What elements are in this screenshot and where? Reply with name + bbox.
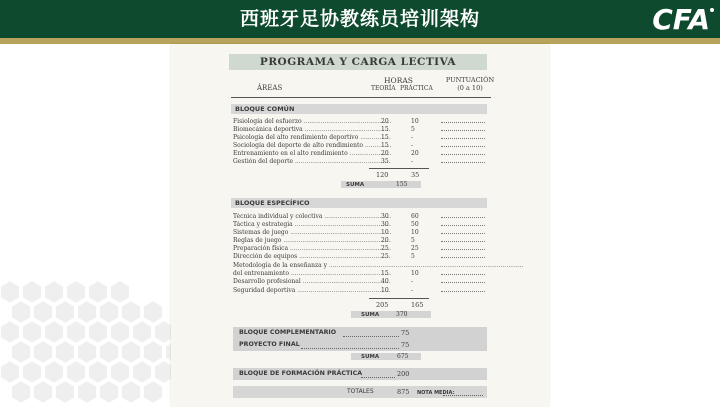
row-teoria: 30: [381, 221, 389, 228]
row-area: Psicología del alto rendimiento deportivo .....: [233, 134, 391, 142]
row-area: Seguridad deportiva .....: [233, 287, 391, 295]
row-practica: 5: [411, 253, 415, 260]
row-teoria: 25: [381, 253, 389, 260]
row-practica: -: [411, 158, 414, 165]
row-score-line: [441, 241, 485, 242]
row-practica: 5: [411, 237, 415, 244]
subtotal-practica: 35: [411, 171, 420, 179]
row-score-line: [441, 146, 485, 147]
row-area: Metodología de la enseñanza y .....: [233, 262, 391, 270]
subtotal-practica: 165: [411, 301, 424, 309]
complementario-value: 75: [401, 329, 410, 337]
row-teoria: 15: [381, 142, 389, 149]
row-area: Técnica individual y colectiva .....: [233, 213, 391, 221]
row-area: Reglas de juego .....: [233, 237, 391, 245]
totales-label: TOTALES: [347, 388, 374, 395]
row-practica: -: [411, 287, 414, 294]
table-row: [231, 158, 551, 166]
table-row: [231, 278, 551, 286]
row-practica: -: [411, 278, 414, 285]
subtotal-rule: [369, 298, 429, 299]
row-area: Fisiología del esfuerzo .....: [233, 118, 391, 126]
row-practica: -: [411, 142, 414, 149]
program-document-image: [171, 44, 549, 407]
row-practica: 5: [411, 126, 415, 133]
row-practica: 10: [411, 270, 419, 277]
table-row: [231, 126, 551, 134]
row-area: Desarrollo profesional .....: [233, 278, 391, 286]
row-practica: -: [411, 134, 414, 141]
section-bloque-comun: BLOQUE COMÚN: [231, 104, 487, 114]
row-practica: 60: [411, 213, 419, 220]
row-area: Preparación física .....: [233, 245, 391, 253]
row-area: Sociología del deporte de alto rendimiento .....: [233, 142, 391, 150]
slide-title: 西班牙足协教练员培训架构: [239, 8, 480, 30]
row-teoria: 15: [381, 134, 389, 141]
suma-value: 155: [396, 181, 408, 188]
table-row: [231, 237, 551, 245]
row-score-line: [441, 217, 485, 218]
row-score-line: [441, 233, 485, 234]
subtotal-teoria: 120: [376, 171, 389, 179]
row-teoria: 10: [381, 229, 389, 236]
logo-mark-icon: [710, 8, 714, 12]
row-teoria: 20: [381, 237, 389, 244]
table-row: [231, 229, 551, 237]
row-area: Biomecánica deportiva .....: [233, 126, 391, 134]
row-practica: 10: [411, 229, 419, 236]
row-teoria: 40: [381, 278, 389, 285]
row-score-line: [441, 257, 485, 258]
row-practica: 10: [411, 118, 419, 125]
row-teoria: 10: [381, 287, 389, 294]
table-row: [231, 270, 551, 278]
complementario-dots: [343, 336, 399, 337]
table-row: [231, 287, 551, 295]
row-area: del entrenamiento .....: [233, 270, 391, 278]
puntuacion-range: (0 a 10): [457, 84, 483, 92]
column-header-areas: ÁREAS: [257, 84, 283, 92]
table-row: [231, 150, 551, 158]
row-score-line: [441, 162, 485, 163]
row-area: Entrenamiento en el alto rendimiento .....: [233, 150, 391, 158]
document-title: PROGRAMA Y CARGA LECTIVA: [229, 54, 487, 70]
nota-media-label: NOTA MEDIA:: [417, 390, 455, 396]
row-teoria: 20: [381, 118, 389, 125]
suma-label: SUMA: [361, 312, 380, 318]
hexagon-pattern-decoration: [0, 250, 190, 407]
row-score-line: [441, 249, 485, 250]
puntuacion-label: PUNTUACIÓN: [445, 76, 495, 84]
complementario-label: BLOQUE COMPLEMENTARIO: [239, 329, 337, 336]
row-score-line: [441, 130, 485, 131]
row-teoria: 20: [381, 150, 389, 157]
table-row: [231, 134, 551, 142]
suma-value: 675: [397, 353, 409, 360]
proyecto-value: 75: [401, 341, 410, 349]
row-practica: 20: [411, 150, 419, 157]
formacion-label: BLOQUE DE FORMACIÓN PRÁCTICA: [239, 370, 363, 377]
suma-label: SUMA: [361, 354, 380, 360]
row-area: Sistemas de juego .....: [233, 229, 391, 237]
table-row: [231, 262, 551, 270]
row-practica: 50: [411, 221, 419, 228]
table-row: [231, 245, 551, 253]
column-header-teoria: TEORÍA: [371, 85, 396, 92]
section-bloque-especifico: BLOQUE ESPECÍFICO: [231, 198, 487, 208]
formacion-dots: [361, 377, 395, 378]
subtotal-teoria: 205: [376, 301, 389, 309]
column-header-practica: PRÁCTICA: [400, 85, 433, 92]
subtotal-rule: [369, 168, 429, 169]
totales-value: 875: [397, 388, 410, 396]
cfa-logo: CFA: [652, 3, 710, 36]
row-score-line: [441, 282, 485, 283]
row-teoria: 25: [381, 245, 389, 252]
suma-value: 370: [396, 311, 408, 318]
row-score-line: [441, 225, 485, 226]
row-area: Dirección de equipos .....: [233, 253, 391, 261]
table-row: [231, 118, 551, 126]
proyecto-label: PROYECTO FINAL: [239, 341, 300, 348]
row-score-line: [441, 122, 485, 123]
row-score-line: [441, 274, 485, 275]
suma-label: SUMA: [346, 182, 365, 188]
proyecto-dots: [301, 348, 399, 349]
column-header-puntuacion: [439, 76, 501, 92]
row-teoria: 15: [381, 126, 389, 133]
nota-media-line: [443, 395, 483, 396]
row-practica: 25: [411, 245, 419, 252]
table-row: [231, 221, 551, 229]
table-row: [231, 142, 551, 150]
row-score-line: [441, 291, 485, 292]
formacion-value: 200: [397, 370, 410, 378]
row-score-line: [441, 138, 485, 139]
row-area: Gestión del deporte .....: [233, 158, 391, 166]
row-area: Táctica y estrategia .....: [233, 221, 391, 229]
row-score-line: [441, 154, 485, 155]
row-teoria: 30: [381, 213, 389, 220]
table-row: [231, 253, 551, 261]
column-header-horas: HORAS: [384, 76, 413, 85]
header-divider: [231, 97, 491, 98]
row-teoria: 15: [381, 270, 389, 277]
table-row: [231, 213, 551, 221]
row-teoria: 35: [381, 158, 389, 165]
